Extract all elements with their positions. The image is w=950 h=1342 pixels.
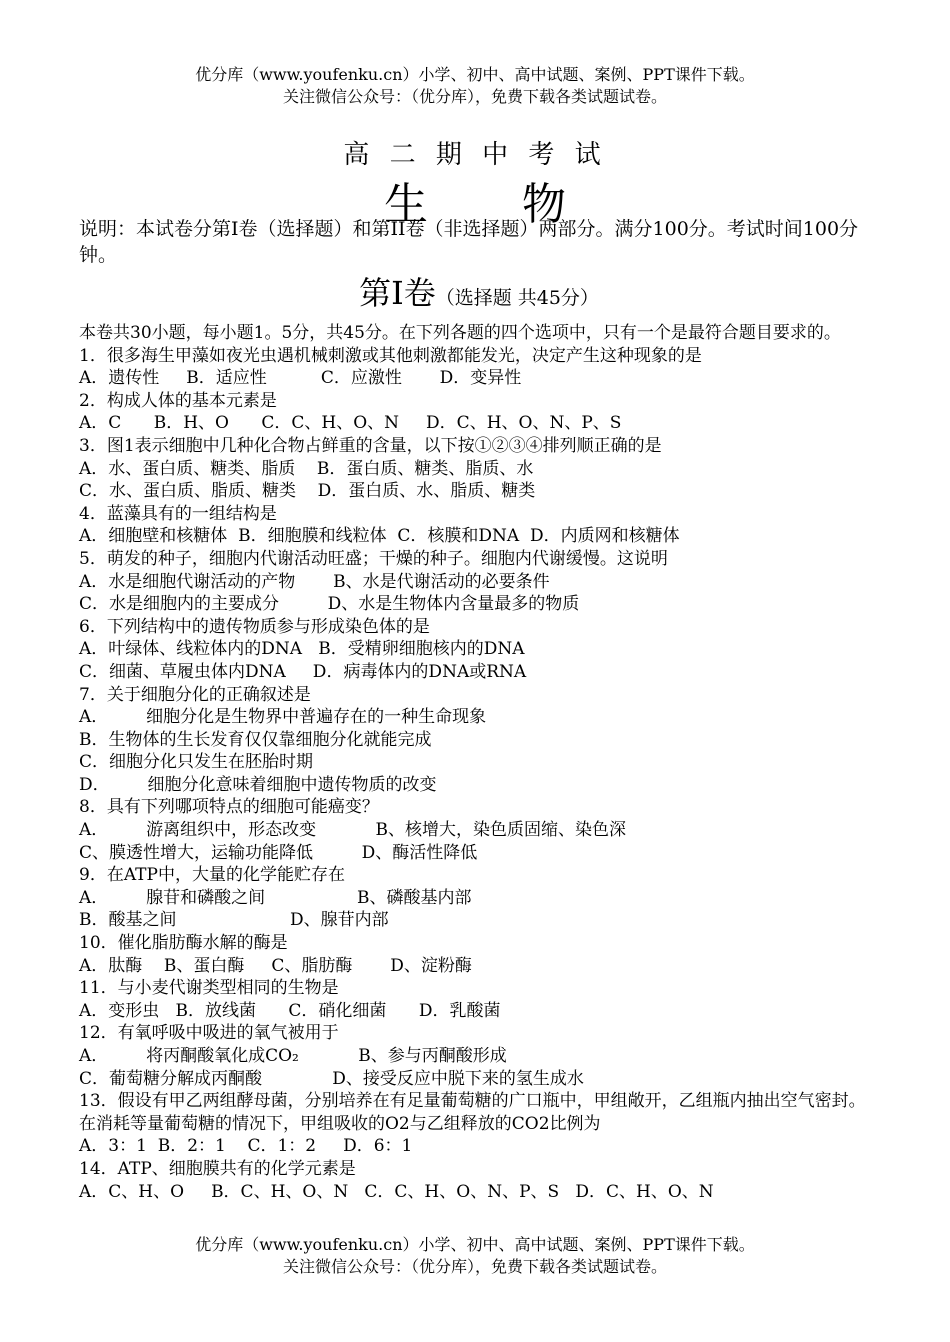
option-line: A．水是细胞代谢活动的产物 B、水是代谢活动的必要条件 (79, 571, 550, 592)
option-line: C．细菌、草履虫体内DNA D．病毒体内的DNA或RNA (79, 661, 527, 682)
option-line: A． 细胞分化是生物界中普遍存在的一种生命现象 (79, 707, 487, 728)
question-line: 9．在ATP中，大量的化学能贮存在 (79, 865, 345, 886)
exam-title: 高 二 期 中 考 试 (343, 140, 607, 170)
question-line: 6．下列结构中的遗传物质参与形成染色体的是 (79, 616, 430, 637)
question-line: 1．很多海生甲藻如夜光虫遇机械刺激或其他刺激都能发光，决定产生这种现象的是 (79, 345, 702, 366)
question-line: 12．有氧呼吸中吸进的氧气被用于 (79, 1023, 339, 1044)
footer-line-1: 优分库（www.youfenku.cn）小学、初中、高中试题、案例、PPT课件下载。 (195, 1235, 755, 1254)
subject-title: 生 物 (384, 179, 606, 230)
section-title-main: 第I卷 (359, 274, 436, 312)
question-line: 11．与小麦代谢类型相同的生物是 (79, 978, 339, 999)
question-line: 3．图1表示细胞中几种化合物占鲜重的含量，以下按①②③④排列顺正确的是 (79, 435, 662, 456)
question-line: 2．构成人体的基本元素是 (79, 390, 277, 411)
option-line: C．葡萄糖分解成丙酮酸 D、接受反应中脱下来的氢生成水 (79, 1068, 584, 1089)
footer-line-2: 关注微信公众号：（优分库），免费下载各类试题试卷。 (282, 1257, 667, 1276)
option-line: C、膜透性增大，运输功能降低 D、酶活性降低 (79, 842, 478, 863)
page-footer (0, 1234, 950, 1278)
option-line: A． 游离组织中，形态改变 B、核增大，染色质固缩、染色深 (79, 820, 627, 841)
section-title-note: （选择题 共45分） (435, 287, 599, 309)
option-line: C．水是细胞内的主要成分 D、水是生物体内含量最多的物质 (79, 594, 580, 615)
section-title (79, 270, 879, 322)
option-line: A．叶绿体、线粒体内的DNA B．受精卵细胞核内的DNA (79, 639, 525, 660)
option-line: A．C、H、O B．C、H、O、N C．C、H、O、N、P、S D．C、H、O、N (79, 1181, 714, 1202)
option-line: B．酸基之间 D、腺苷内部 (79, 910, 389, 931)
option-line: A．变形虫 B．放线菌 C．硝化细菌 D．乳酸菌 (79, 1000, 501, 1021)
exam-content (79, 216, 879, 1203)
header-line-1: 优分库（www.youfenku.cn）小学、初中、高中试题、案例、PPT课件下载。 (195, 65, 755, 84)
option-line: D． 细胞分化意味着细胞中遗传物质的改变 (79, 774, 437, 795)
option-line: B．生物体的生长发育仅仅靠细胞分化就能完成 (79, 729, 432, 750)
option-line: C．水、蛋白质、脂质、糖类 D．蛋白质、水、脂质、糖类 (79, 481, 536, 502)
option-line: A．3：1 B．2：1 C．1：2 D．6：1 (79, 1136, 413, 1157)
question-line: 4．蓝藻具有的一组结构是 (79, 503, 277, 524)
section-instructions: 本卷共30小题，每小题1。5分，共45分。在下列各题的四个选项中，只有一个是最符合题目要求的。 (79, 323, 841, 343)
option-line: A．细胞壁和核糖体 B．细胞膜和线粒体 C．核膜和DNA D．内质网和核糖体 (79, 526, 680, 547)
option-line: A．肽酶 B、蛋白酶 C、脂肪酶 D、淀粉酶 (79, 955, 472, 976)
question-line: 5．萌发的种子，细胞内代谢活动旺盛；干燥的种子。细胞内代谢缓慢。这说明 (79, 548, 668, 569)
option-line: C．细胞分化只发生在胚胎时期 (79, 752, 314, 773)
question-line: 10．催化脂肪酶水解的酶是 (79, 933, 288, 954)
question-line: 14．ATP、细胞膜共有的化学元素是 (79, 1158, 356, 1179)
exam-intro: 说明：本试卷分第I卷（选择题）和第II卷（非选择题）两部分。满分100分。考试时间100分钟。 (79, 218, 859, 266)
option-line: A． 腺苷和磷酸之间 B、磷酸基内部 (79, 887, 472, 908)
question-line: 7．关于细胞分化的正确叙述是 (79, 684, 311, 705)
option-line: A．C B．H、O C．C、H、O、N D．C、H、O、N、P、S (79, 413, 622, 434)
option-line: A．水、蛋白质、糖类、脂质 B．蛋白质、糖类、脂质、水 (79, 458, 534, 479)
page-header (0, 64, 950, 108)
option-line: A．遗传性 B．适应性 C．应激性 D．变异性 (79, 368, 522, 389)
option-line: A． 将丙酮酸氧化成CO₂ B、参与丙酮酸形成 (79, 1046, 507, 1066)
question-13: 13．假设有甲乙两组酵母菌，分别培养在有足量葡萄糖的广口瓶中，甲组敞开，乙组瓶内抽出空气密封。在消耗等量葡萄糖的情况下，甲组吸收的O2与乙组释放的CO2比例为 (79, 1091, 866, 1134)
header-line-2: 关注微信公众号：（优分库），免费下载各类试题试卷。 (282, 87, 667, 106)
question-line: 8．具有下列哪项特点的细胞可能癌变？ (79, 797, 379, 818)
